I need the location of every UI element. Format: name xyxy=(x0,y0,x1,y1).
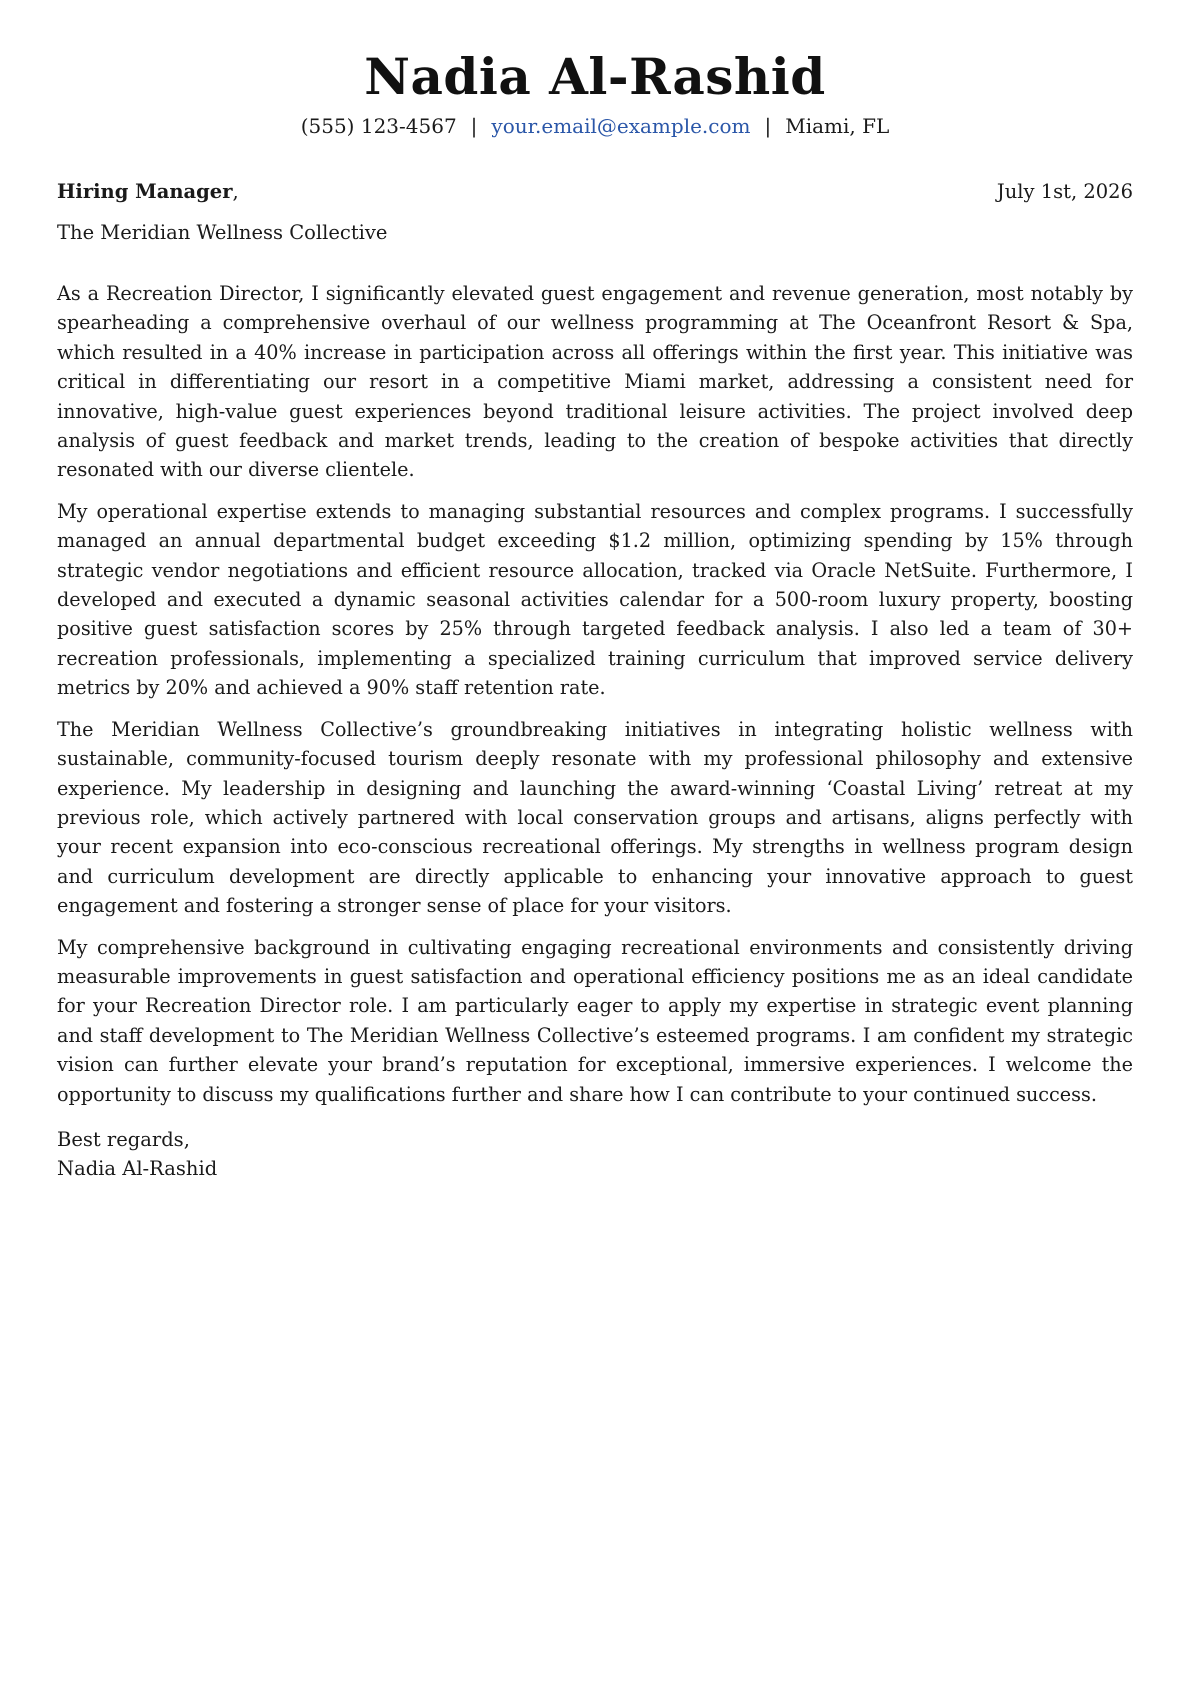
contact-separator: | xyxy=(764,114,772,138)
email-link[interactable]: your.email@example.com xyxy=(491,114,751,138)
recipient-name-suffix: , xyxy=(232,180,239,203)
cover-letter-page xyxy=(57,0,1133,1183)
letter-closing xyxy=(57,1125,1133,1183)
contact-line xyxy=(57,112,1133,140)
recipient-date-row xyxy=(57,178,1133,206)
body-paragraph: The Meridian Wellness Collective’s groundbreaking initiatives in integrating holistic wellness with sustainable, community-focused tourism deeply resonate with my professional philosophy and extensive experience. My leadership in designing and launching the award-winning ‘Coastal Living’ retreat at my previous role, which actively partnered with local conservation groups and artisans, aligns perfectly with your recent expansion into eco-conscious recreational offerings. My strengths in wellness program design and curriculum development are directly applicable to enhancing your innovative approach to guest engagement and fostering a stronger sense of place for your visitors. xyxy=(57,717,1133,918)
applicant-name: Nadia Al-Rashid xyxy=(364,47,826,106)
recipient-company: The Meridian Wellness Collective xyxy=(57,221,388,244)
closing-signature: Nadia Al-Rashid xyxy=(57,1156,218,1180)
location: Miami, FL xyxy=(785,114,890,138)
recipient-name: Hiring Manager xyxy=(57,180,233,203)
contact-separator: | xyxy=(470,114,478,138)
letter-body xyxy=(57,279,1133,1109)
closing-salutation: Best regards, xyxy=(57,1127,190,1151)
body-paragraph: As a Recreation Director, I significantly elevated guest engagement and revenue generation, most notably by spearheading a comprehensive overhaul of our wellness programming at The Oceanfront Resort & Spa, which resulted in a 40% increase in participation across all offerings within the first year. This initiative was critical in differentiating our resort in a competitive Miami market, addressing a consistent need for innovative, high-value guest experiences beyond traditional leisure activities. The project involved deep analysis of guest feedback and market trends, leading to the creation of bespoke activities that directly resonated with our diverse clientele. xyxy=(57,282,1133,482)
body-paragraph: My comprehensive background in cultivating engaging recreational environments and consistently driving measurable improvements in guest satisfaction and operational efficiency positions me as an ideal candidate for your Recreation Director role. I am particularly eager to apply my expertise in strategic event planning and staff development to The Meridian Wellness Collective’s esteemed programs. I am confident my strategic vision can further elevate your brand’s reputation for exceptional, immersive experiences. I welcome the opportunity to discuss my qualifications further and share how I can contribute to your continued success. xyxy=(57,935,1133,1106)
phone-number: (555) 123-4567 xyxy=(300,114,457,138)
letter-date: July 1st, 2026 xyxy=(996,180,1133,203)
body-paragraph: My operational expertise extends to managing substantial resources and complex programs. I successfully managed an annual departmental budget exceeding $1.2 million, optimizing spending by 15% through strategic vendor negotiations and efficient resource allocation, tracked via Oracle NetSuite. Furthermore, I developed and executed a dynamic seasonal activities calendar for a 500-room luxury property, boosting positive guest satisfaction scores by 25% through targeted feedback analysis. I also led a team of 30+ recreation professionals, implementing a specialized training curriculum that improved service delivery metrics by 20% and achieved a 90% staff retention rate. xyxy=(57,499,1133,700)
recipient-line xyxy=(57,178,239,206)
